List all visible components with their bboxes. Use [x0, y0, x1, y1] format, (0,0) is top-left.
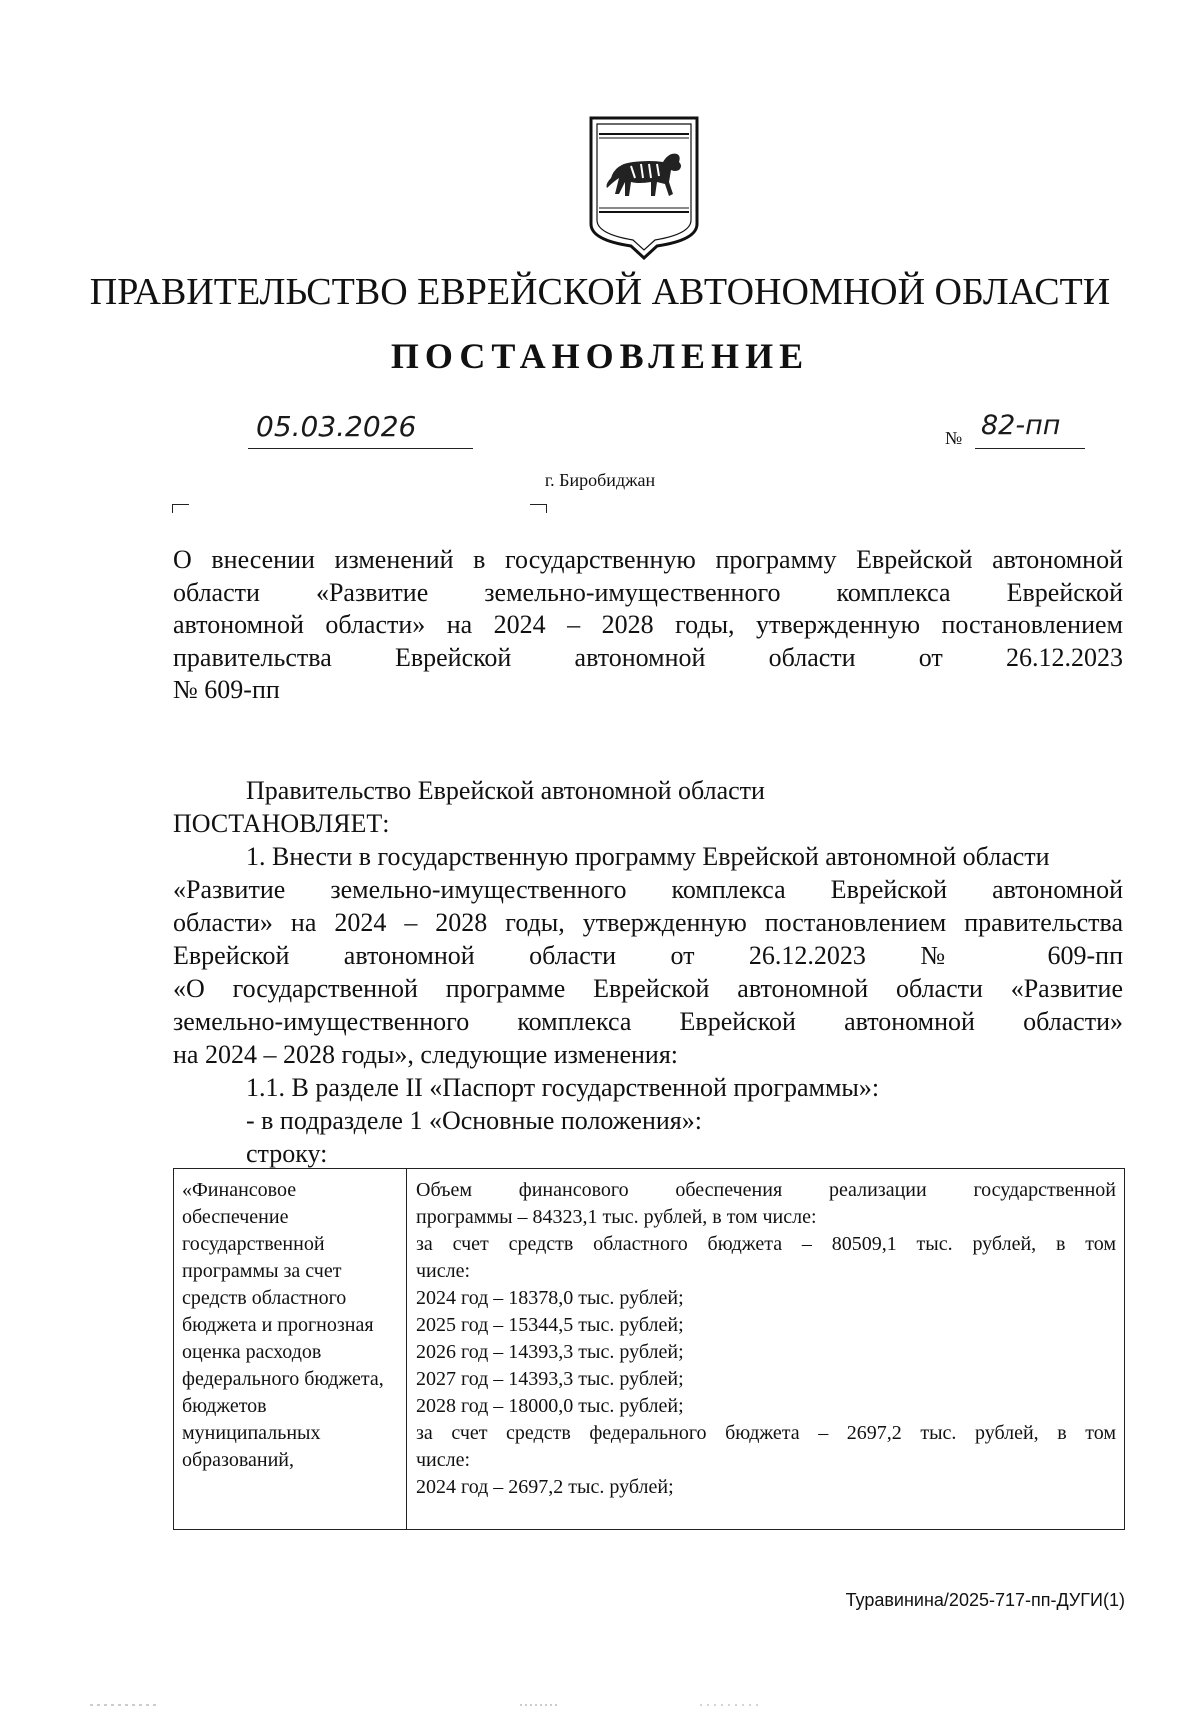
- footer-code: Туравинина/2025-717-пп-ДУГИ(1): [845, 1590, 1125, 1610]
- handwritten-number: 82-пп: [981, 410, 1061, 441]
- body-line: «О государственной программе Еврейской автономной области «Развитие: [173, 974, 1123, 1003]
- table-line: 2025 год – 15344,5 тыс. рублей;: [416, 1314, 684, 1336]
- document-subject: [173, 544, 1123, 707]
- body-line: на 2024 – 2028 годы», следующие изменения:: [173, 1040, 679, 1069]
- coat-of-arms-icon: [585, 112, 703, 260]
- table-cell-value: [416, 1177, 1116, 1501]
- subject-line: О внесении изменений в государственную программу Еврейской автономной: [173, 545, 1123, 574]
- city-label: г. Биробиджан: [544, 470, 656, 490]
- body-line: 1.1. В разделе II «Паспорт государственной программы»:: [246, 1073, 880, 1102]
- subject-line: правительства Еврейской автономной области от 26.12.2023: [173, 642, 1123, 672]
- table-line: 2027 год – 14393,3 тыс. рублей;: [416, 1368, 684, 1390]
- body-line: Правительство Еврейской автономной области: [246, 776, 765, 805]
- body-line: земельно-имущественного комплекса Еврейской автономной области»: [173, 1007, 1123, 1036]
- date-field: [248, 410, 473, 449]
- program-table: [173, 1168, 1125, 1530]
- bracket-right: [530, 504, 547, 513]
- table-line: 2026 год – 14393,3 тыс. рублей;: [416, 1341, 684, 1363]
- body-line: 1. Внести в государственную программу Еврейской автономной области: [246, 842, 1050, 871]
- number-sign: №: [945, 428, 963, 448]
- table-line: 2028 год – 18000,0 тыс. рублей;: [416, 1395, 684, 1417]
- table-line: 2024 год – 2697,2 тыс. рублей;: [416, 1476, 674, 1498]
- body-line: Еврейской автономной области от 26.12.2023 № 609-пп: [173, 941, 1123, 970]
- table-cell-label: «Финансовое обеспечение государственной программы за счет средств областного бюджета и прогнозная оценка расходов федерального бюджета, бюджетов муниципальных образований,: [182, 1179, 384, 1471]
- body-line: «Развитие земельно-имущественного комплекса Еврейской автономной: [173, 875, 1123, 904]
- handwritten-date: 05.03.2026: [256, 410, 417, 443]
- table-line: 2024 год – 18378,0 тыс. рублей;: [416, 1287, 684, 1309]
- subject-line: № 609-пп: [173, 675, 280, 704]
- table-line: Объем финансового обеспечения реализации государственной: [416, 1179, 1116, 1201]
- government-title: ПРАВИТЕЛЬСТВО ЕВРЕЙСКОЙ АВТОНОМНОЙ ОБЛАСТИ: [89, 271, 1111, 313]
- scan-noise: [0, 1702, 1200, 1708]
- table-line: числе:: [416, 1260, 471, 1282]
- table-line: числе:: [416, 1449, 471, 1471]
- body-line: области» на 2024 – 2028 годы, утвержденную постановлением правительства: [173, 908, 1123, 937]
- table-line: за счет средств федерального бюджета – 2697,2 тыс. рублей, в том: [416, 1422, 1116, 1444]
- document-body: [173, 774, 1123, 1170]
- subject-line: области «Развитие земельно-имущественного комплекса Еврейской: [173, 577, 1123, 607]
- subject-line: автономной области» на 2024 – 2028 годы, утвержденную постановлением: [173, 610, 1123, 639]
- body-line: строку:: [246, 1139, 328, 1168]
- table-line: за счет средств областного бюджета – 80509,1 тыс. рублей, в том: [416, 1233, 1116, 1255]
- body-line: - в подразделе 1 «Основные положения»:: [246, 1106, 702, 1135]
- table-divider: [406, 1169, 407, 1529]
- body-line: ПОСТАНОВЛЯЕТ:: [173, 809, 390, 838]
- table-line: программы – 84323,1 тыс. рублей, в том числе:: [416, 1206, 817, 1228]
- number-field: [975, 410, 1085, 449]
- document-type: ПОСТАНОВЛЕНИЕ: [390, 336, 810, 376]
- bracket-left: [172, 504, 189, 513]
